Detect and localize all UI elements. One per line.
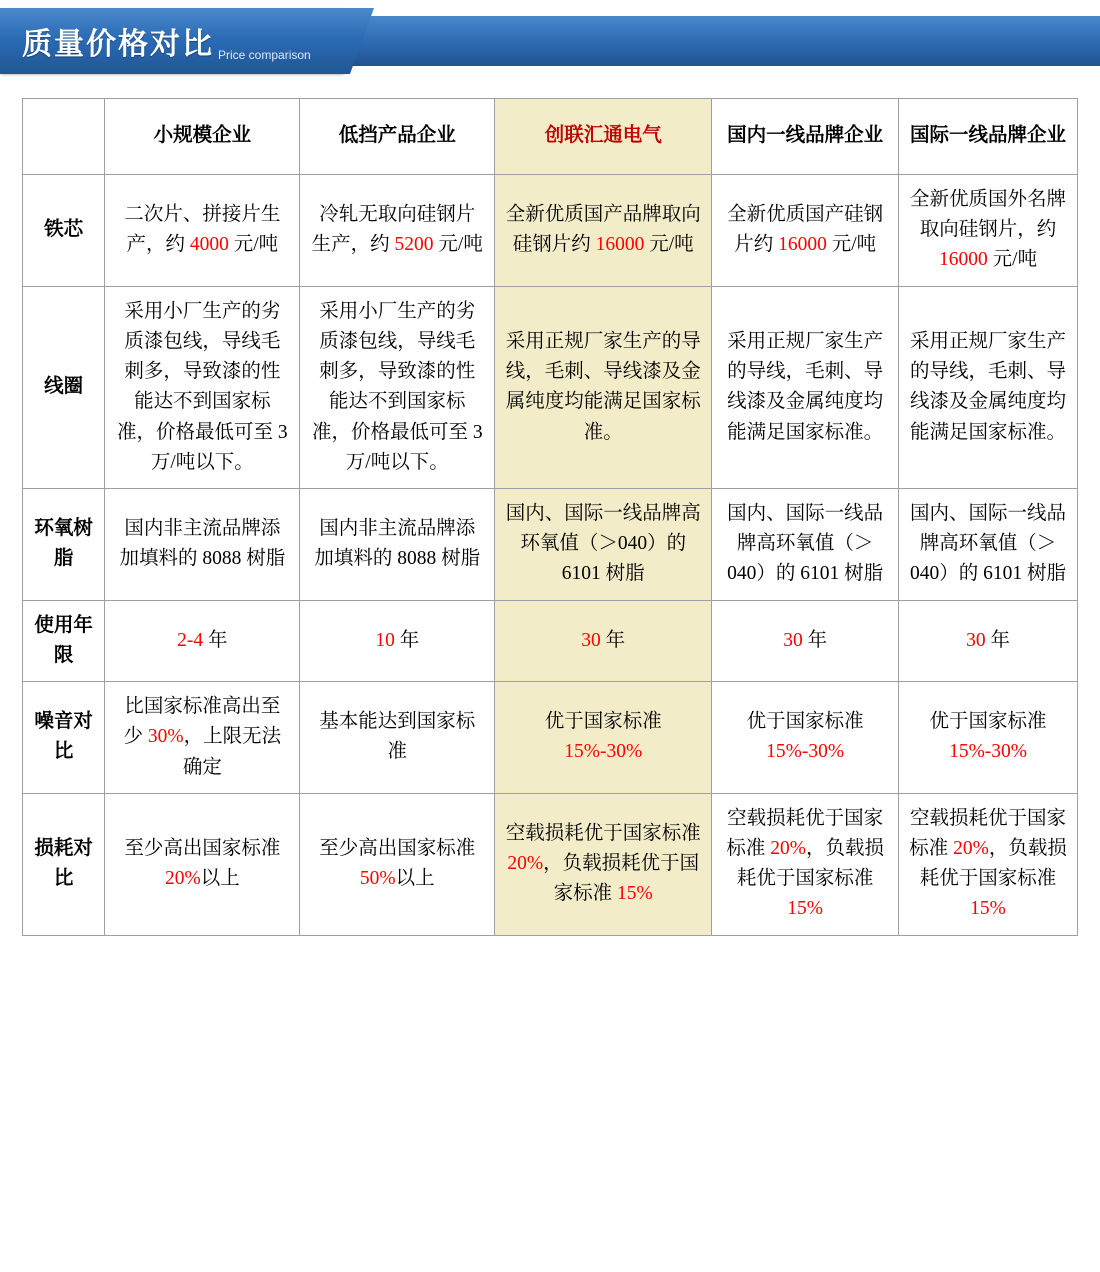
value-highlight: 15%-30% — [564, 741, 643, 763]
cell-r4-c4: 优于国家标准 15%-30% — [899, 682, 1078, 794]
value-highlight: 16000 — [595, 234, 645, 256]
cell-r2-c0: 国内非主流品牌添加填料的 8088 树脂 — [105, 488, 300, 600]
comparison-table-wrap — [0, 82, 1100, 960]
cell-r0-c0: 二次片、拼接片生产，约 4000 元/吨 — [105, 175, 300, 287]
column-header-1: 低挡产品企业 — [300, 99, 495, 175]
value-highlight: 30 — [783, 629, 803, 651]
value-highlight: 20% — [164, 868, 201, 890]
banner-bar-tail — [340, 16, 1100, 66]
cell-r0-c4: 全新优质国外名牌取向硅钢片，约 16000 元/吨 — [899, 175, 1078, 287]
cell-r0-c1: 冷轧无取向硅钢片生产，约 5200 元/吨 — [300, 175, 495, 287]
cell-r1-c1: 采用小厂生产的劣质漆包线，导线毛刺多，导致漆的性能达不到国家标准，价格最低可至 3 万/吨以下。 — [300, 286, 495, 488]
cell-r3-c2: 30 年 — [495, 600, 712, 681]
cell-r3-c3: 30 年 — [712, 600, 899, 681]
cell-r0-c3: 全新优质国产硅钢片约 16000 元/吨 — [712, 175, 899, 287]
table-body — [23, 175, 1078, 936]
table-row — [23, 793, 1078, 935]
cell-r5-c3: 空载损耗优于国家标准 20%，负载损耗优于国家标准 15% — [712, 793, 899, 935]
cell-r3-c1: 10 年 — [300, 600, 495, 681]
row-label-2: 环氧树脂 — [23, 488, 105, 600]
value-highlight: 30 — [581, 629, 601, 651]
column-header-3: 国内一线品牌企业 — [712, 99, 899, 175]
value-highlight-2: 15% — [787, 898, 824, 920]
value-highlight: 20% — [953, 837, 989, 859]
row-label-4: 噪音对比 — [23, 682, 105, 794]
table-row — [23, 600, 1078, 681]
table-row — [23, 175, 1078, 287]
table-corner-cell — [23, 99, 105, 175]
value-highlight: 30 — [966, 629, 986, 651]
value-highlight: 50% — [359, 868, 396, 890]
cell-r2-c3: 国内、国际一线品牌高环氧值（＞040）的 6101 树脂 — [712, 488, 899, 600]
value-highlight: 20% — [770, 837, 806, 859]
value-highlight: 16000 — [939, 249, 988, 271]
value-highlight: 30% — [147, 726, 184, 748]
cell-r5-c1: 至少高出国家标准 50%以上 — [300, 793, 495, 935]
table-row — [23, 682, 1078, 794]
value-highlight: 4000 — [189, 234, 229, 256]
column-header-0: 小规模企业 — [105, 99, 300, 175]
value-highlight-2: 15% — [617, 883, 653, 905]
table-header-row — [23, 99, 1078, 175]
value-highlight: 5200 — [394, 234, 434, 256]
cell-r5-c0: 至少高出国家标准 20%以上 — [105, 793, 300, 935]
table-header — [23, 99, 1078, 175]
cell-r4-c1: 基本能达到国家标准 — [300, 682, 495, 794]
value-highlight: 16000 — [778, 234, 827, 256]
value-highlight: 2-4 — [177, 629, 204, 651]
comparison-table — [22, 98, 1078, 936]
cell-r1-c4: 采用正规厂家生产的导线，毛刺、导线漆及金属纯度均能满足国家标准。 — [899, 286, 1078, 488]
row-label-1: 线圈 — [23, 286, 105, 488]
page-subtitle: Price comparison — [218, 48, 311, 62]
cell-r1-c3: 采用正规厂家生产的导线，毛刺、导线漆及金属纯度均能满足国家标准。 — [712, 286, 899, 488]
column-header-2: 创联汇通电气 — [495, 99, 712, 175]
row-label-5: 损耗对比 — [23, 793, 105, 935]
banner-title-block — [0, 8, 345, 74]
row-label-3: 使用年限 — [23, 600, 105, 681]
page-title: 质量价格对比 — [22, 28, 214, 61]
value-highlight: 20% — [507, 853, 544, 875]
value-highlight: 15%-30% — [949, 741, 1028, 763]
cell-r0-c2: 全新优质国产品牌取向硅钢片约 16000 元/吨 — [495, 175, 712, 287]
cell-r2-c2: 国内、国际一线品牌高环氧值（＞040）的 6101 树脂 — [495, 488, 712, 600]
value-highlight: 15%-30% — [766, 741, 845, 763]
cell-r4-c2: 优于国家标准 15%-30% — [495, 682, 712, 794]
table-row — [23, 286, 1078, 488]
cell-r3-c0: 2-4 年 — [105, 600, 300, 681]
row-label-0: 铁芯 — [23, 175, 105, 287]
cell-r1-c0: 采用小厂生产的劣质漆包线，导线毛刺多，导致漆的性能达不到国家标准，价格最低可至 3 万/吨以下。 — [105, 286, 300, 488]
cell-r1-c2: 采用正规厂家生产的导线，毛刺、导线漆及金属纯度均能满足国家标准。 — [495, 286, 712, 488]
table-row — [23, 488, 1078, 600]
cell-r4-c0: 比国家标准高出至少 30%，上限无法确定 — [105, 682, 300, 794]
cell-r5-c4: 空载损耗优于国家标准 20%，负载损耗优于国家标准 15% — [899, 793, 1078, 935]
cell-r2-c1: 国内非主流品牌添加填料的 8088 树脂 — [300, 488, 495, 600]
value-highlight-2: 15% — [970, 898, 1006, 920]
column-header-4: 国际一线品牌企业 — [899, 99, 1078, 175]
cell-r3-c4: 30 年 — [899, 600, 1078, 681]
cell-r5-c2: 空载损耗优于国家标准 20%，负载损耗优于国家标准 15% — [495, 793, 712, 935]
value-highlight: 10 — [375, 629, 395, 651]
page-header-banner — [0, 0, 1100, 82]
cell-r2-c4: 国内、国际一线品牌高环氧值（＞040）的 6101 树脂 — [899, 488, 1078, 600]
cell-r4-c3: 优于国家标准 15%-30% — [712, 682, 899, 794]
